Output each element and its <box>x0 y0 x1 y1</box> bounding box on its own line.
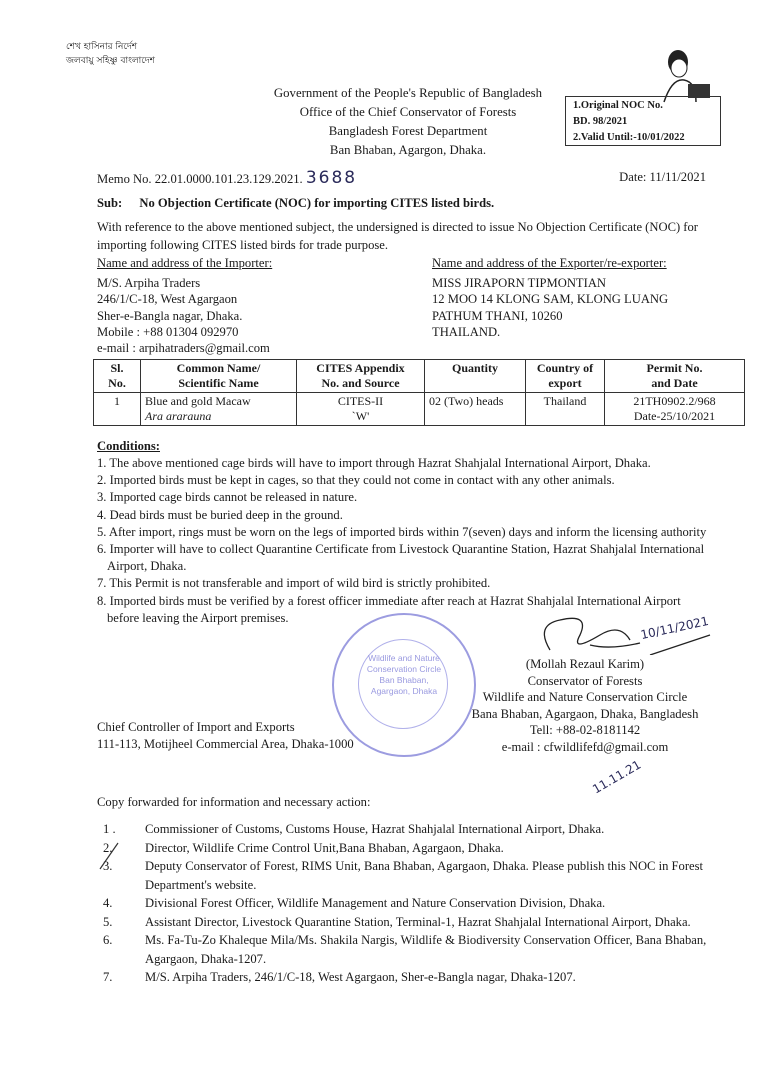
bengali-slogan <box>66 40 155 68</box>
initial-date: 11.11.21 <box>590 757 644 797</box>
recipient-line: 111-113, Motijheel Commercial Area, Dhaka-1000 <box>97 737 354 751</box>
address-line: 246/1/C-18, West Agargaon <box>97 292 238 306</box>
recipient-line: Chief Controller of Import and Exports <box>97 720 295 734</box>
importer-address <box>97 255 272 356</box>
cell-country: Thailand <box>526 393 605 426</box>
condition-item: 5. After import, rings must be worn on the legs of imported birds within 7(seven) days and inform the licensing authority <box>97 524 707 539</box>
condition-item: 6. Importer will have to collect Quarantine Certificate from Livestock Quarantine Station, Hazrat Shahjalal International Airport, Dhaka. <box>97 542 705 574</box>
copy-list <box>97 820 737 987</box>
signatory-phone: Tell: +88-02-8181142 <box>529 723 641 738</box>
signatory-name: (Mollah Rezaul Karim) <box>525 657 645 671</box>
signatory-email: e-mail : cfwildlifefd@gmail.com <box>501 739 669 754</box>
valid-until: 2.Valid Until:-10/01/2022 <box>573 132 685 143</box>
seal-text: Agargaon, Dhaka <box>370 686 438 696</box>
letterhead-line: Government of the People's Republic of Bangladesh <box>273 86 543 100</box>
importer-heading: Name and address of the Importer: <box>97 256 273 270</box>
address-line: THAILAND. <box>432 325 501 339</box>
cell-name: Blue and gold Macaw Ara ararauna <box>141 393 297 426</box>
memo-label: Memo No. 22.01.0000.101.23.129.2021. <box>97 172 303 186</box>
cell-permit: 21TH0902.2/968 Date-25/10/2021 <box>605 393 745 426</box>
intro-paragraph: With reference to the above mentioned subject, the undersigned is directed to issue No Objection Certificate (NOC) for importing following CITES listed birds for trade purpose. <box>97 220 698 252</box>
address-line: 12 MOO 14 KLONG SAM, KLONG LUANG <box>432 292 669 306</box>
seal-text: Ban Bhaban, <box>379 675 429 685</box>
subject-label: Sub: <box>97 196 123 210</box>
letterhead <box>230 84 586 160</box>
address-line: M/S. Arpiha Traders <box>97 275 201 290</box>
original-noc-label: 1.Original NOC No. <box>573 100 663 111</box>
copy-item: 1 . Commissioner of Customs, Customs House, Hazrat Shahjalal International Airport, Dhaka. <box>103 822 605 836</box>
header-cites: CITES Appendix No. and Source <box>297 360 425 393</box>
copy-item: 4. Divisional Forest Officer, Wildlife Management and Nature Conservation Division, Dhaka. <box>103 896 606 910</box>
letterhead-line: Ban Bhaban, Agargon, Dhaka. <box>329 143 487 157</box>
signatory-address: Bana Bhaban, Agargaon, Dhaka, Bangladesh <box>471 706 699 721</box>
cell-sl: 1 <box>94 393 141 426</box>
condition-item: 2. Imported birds must be kept in cages, so that they could not come in contact with any other animals. <box>97 473 615 488</box>
letterhead-line: Office of the Chief Conservator of Forests <box>299 105 517 119</box>
header-name: Common Name/ Scientific Name <box>141 360 297 393</box>
signatory-office: Wildlife and Nature Conservation Circle <box>482 690 688 705</box>
letterhead-line: Bangladesh Forest Department <box>328 124 488 138</box>
address-line: MISS JIRAPORN TIPMONTIAN <box>432 275 607 290</box>
copy-item: 6. Ms. Fa-Tu-Zo Khaleque Mila/Ms. Shakila Nargis, Wildlife & Biodiversity Conservation Officer, Bana Bhaban, Agargaon, Dhaka-1207. <box>103 933 707 966</box>
copy-item: 7. M/S. Arpiha Traders, 246/1/C-18, West Agargaon, Sher-e-Bangla nagar, Dhaka-1207. <box>103 970 576 984</box>
slogan-line: জলবায়ু সহিষ্ণু বাংলাদেশ <box>66 56 155 66</box>
memo-number <box>97 168 357 188</box>
conditions-list <box>97 455 727 627</box>
noc-number: BD. 98/2021 <box>573 116 628 127</box>
condition-item: 4. Dead birds must be buried deep in the ground. <box>97 507 343 522</box>
signatory-title: Conservator of Forests <box>527 673 643 688</box>
exporter-address <box>432 255 668 341</box>
memo-date: Date: 11/11/2021 <box>619 170 706 184</box>
condition-item: 8. Imported birds must be verified by a forest officer immediate after reach at Hazrat Shahjalal International Airport before leaving the Airport premises. <box>97 593 681 625</box>
address-line: PATHUM THANI, 10260 <box>432 308 563 323</box>
recipient-address <box>97 719 354 753</box>
table-row <box>94 393 745 426</box>
seal-text: Conservation Circle <box>366 664 442 674</box>
birds-table <box>93 359 745 426</box>
header-country: Country of export <box>526 360 605 393</box>
address-line: Sher-e-Bangla nagar, Dhaka. <box>97 308 243 323</box>
copy-item: 3. Deputy Conservator of Forest, RIMS Unit, Bana Bhaban, Agargaon, Dhaka. Please publish this NOC in Forest Department's website. <box>103 859 704 892</box>
signature <box>530 605 720 655</box>
condition-item: 1. The above mentioned cage birds will have to import through Hazrat Shahjalal International Airport, Dhaka. <box>97 456 651 470</box>
exporter-heading: Name and address of the Exporter/re-exporter: <box>432 256 667 270</box>
address-line: e-mail : arpihatraders@gmail.com <box>97 340 270 355</box>
header-sl: Sl. No. <box>94 360 141 393</box>
condition-item: 7. This Permit is not transferable and import of wild bird is strictly prohibited. <box>97 576 491 591</box>
address-line: Mobile : +88 01304 092970 <box>97 325 239 339</box>
memo-handwritten-number: 3688 <box>305 168 358 188</box>
noc-info-box <box>565 96 721 146</box>
header-permit: Permit No. and Date <box>605 360 745 393</box>
signatory-block <box>460 656 710 756</box>
condition-item: 3. Imported cage birds cannot be released in nature. <box>97 490 358 505</box>
subject <box>97 196 494 211</box>
slogan-line: শেখ হাসিনার নির্দেশ <box>66 42 138 52</box>
cell-quantity: 02 (Two) heads <box>425 393 526 426</box>
copy-item: 5. Assistant Director, Livestock Quarantine Station, Terminal-1, Hazrat Shahjalal International Airport, Dhaka. <box>103 914 691 929</box>
signature-date: 10/11/2021 <box>639 613 710 643</box>
table-header-row <box>94 360 745 393</box>
tick-mark-icon <box>92 841 122 871</box>
seal-text: Wildlife and Nature <box>368 653 440 663</box>
conditions-heading: Conditions: <box>97 439 160 453</box>
cell-cites: CITES-II `W' <box>297 393 425 426</box>
subject-text: No Objection Certificate (NOC) for importing CITES listed birds. <box>139 196 495 210</box>
header-quantity: Quantity <box>425 360 526 393</box>
copy-heading: Copy forwarded for information and necessary action: <box>97 795 371 809</box>
copy-item: 2. Director, Wildlife Crime Control Unit,Bana Bhaban, Agargaon, Dhaka. <box>103 840 504 855</box>
